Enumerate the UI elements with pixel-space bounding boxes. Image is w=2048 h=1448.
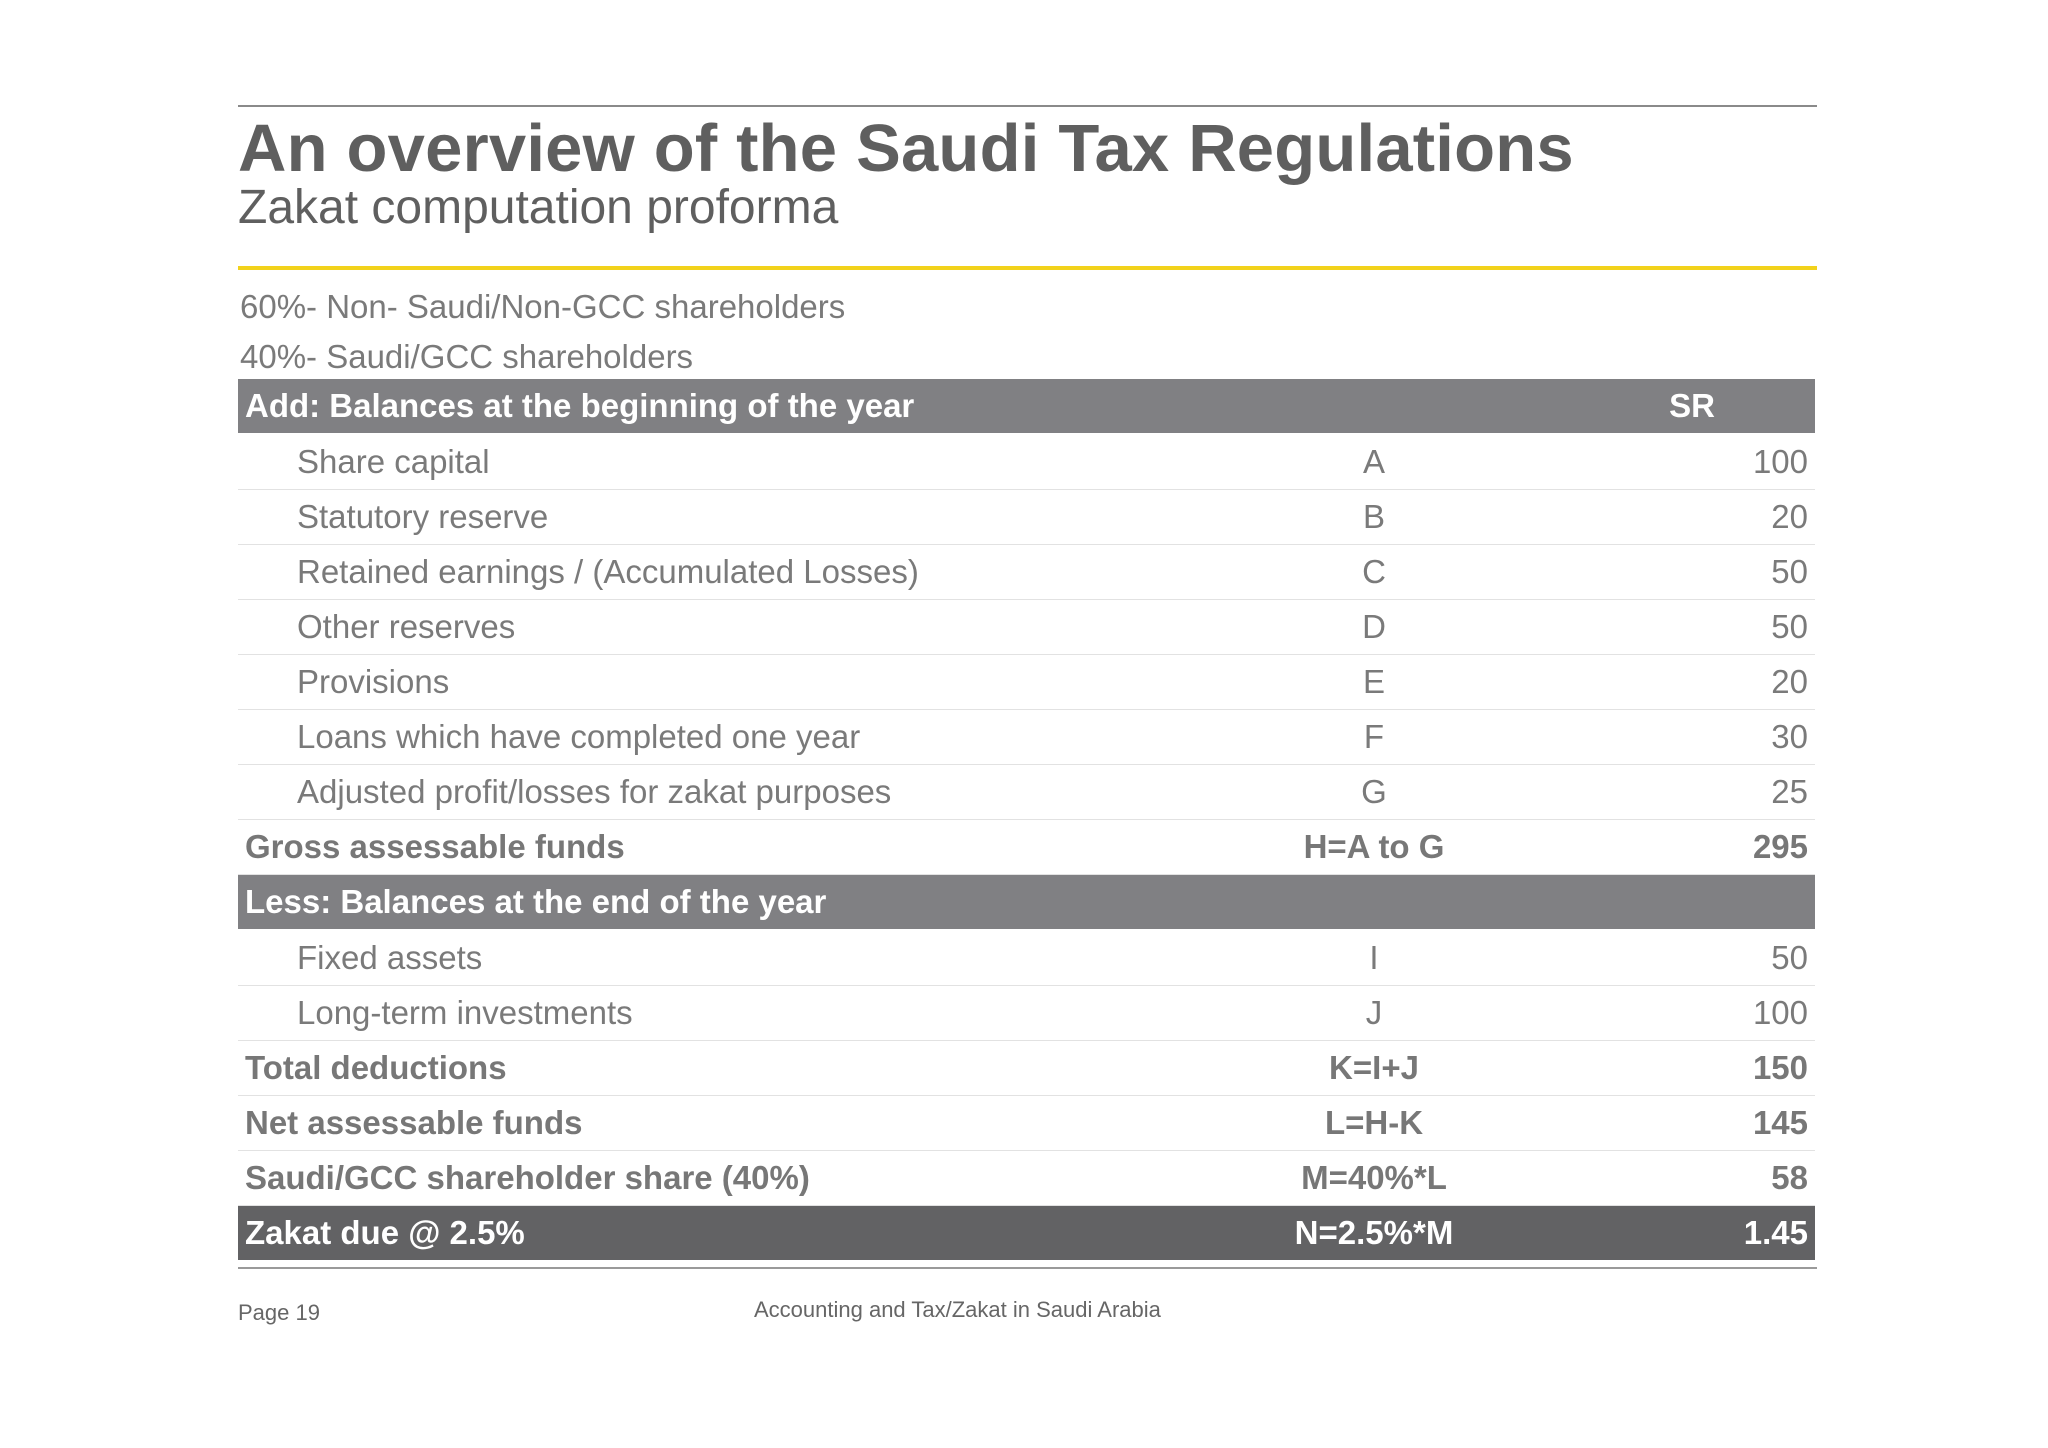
section-header-add <box>238 379 1815 434</box>
zakat-computation-table <box>238 379 1815 1260</box>
row-label: Total deductions <box>238 1041 1248 1096</box>
row-ref: D <box>1248 600 1500 655</box>
shareholder-share-row <box>238 1151 1815 1206</box>
zakat-due-row <box>238 1206 1815 1261</box>
row-value: 50 <box>1500 545 1815 600</box>
row-ref: E <box>1248 655 1500 710</box>
section-header-less <box>238 875 1815 931</box>
row-value: 20 <box>1500 490 1815 545</box>
page-number: Page 19 <box>238 1300 320 1325</box>
row-label: Other reserves <box>238 600 1248 655</box>
row-label: Gross assessable funds <box>238 820 1248 875</box>
currency-label: SR <box>1248 379 1815 434</box>
row-label: Provisions <box>238 655 1248 710</box>
row-label: Long-term investments <box>238 986 1248 1041</box>
row-value: 145 <box>1500 1096 1815 1151</box>
row-value: 1.45 <box>1500 1206 1815 1261</box>
row-ref: M=40%*L <box>1248 1151 1500 1206</box>
net-assessable-funds-row <box>238 1096 1815 1151</box>
row-label: Net assessable funds <box>238 1096 1248 1151</box>
row-ref: I <box>1248 930 1500 986</box>
row-value: 58 <box>1500 1151 1815 1206</box>
table-row <box>238 655 1815 710</box>
table-row <box>238 545 1815 600</box>
page-subtitle: Zakat computation proforma <box>238 181 839 234</box>
table-row <box>238 434 1815 490</box>
row-ref: A <box>1248 434 1500 490</box>
row-label: Share capital <box>238 434 1248 490</box>
table-row <box>238 765 1815 820</box>
page-title: An overview of the Saudi Tax Regulations <box>238 111 1574 186</box>
top-rule <box>238 105 1817 107</box>
row-label: Adjusted profit/losses for zakat purposes <box>238 765 1248 820</box>
row-label: Saudi/GCC shareholder share (40%) <box>238 1151 1248 1206</box>
shareholder-note-non-saudi: 60%- Non- Saudi/Non-GCC shareholders <box>240 288 846 325</box>
row-label: Retained earnings / (Accumulated Losses) <box>238 545 1248 600</box>
row-ref: L=H-K <box>1248 1096 1500 1151</box>
table-row <box>238 710 1815 765</box>
row-value: 295 <box>1500 820 1815 875</box>
table-row <box>238 600 1815 655</box>
table-row <box>238 490 1815 545</box>
row-value: 50 <box>1500 930 1815 986</box>
row-value: 25 <box>1500 765 1815 820</box>
shareholder-note-saudi: 40%- Saudi/GCC shareholders <box>240 338 694 375</box>
accent-rule <box>238 266 1817 270</box>
total-deductions-row <box>238 1041 1815 1096</box>
table-row <box>238 986 1815 1041</box>
bottom-rule <box>238 1267 1817 1269</box>
row-ref: J <box>1248 986 1500 1041</box>
row-label: Loans which have completed one year <box>238 710 1248 765</box>
gross-assessable-funds-row <box>238 820 1815 875</box>
row-label: Fixed assets <box>238 930 1248 986</box>
row-ref: F <box>1248 710 1500 765</box>
row-value: 100 <box>1500 986 1815 1041</box>
row-label: Statutory reserve <box>238 490 1248 545</box>
row-value: 20 <box>1500 655 1815 710</box>
footer-text: Accounting and Tax/Zakat in Saudi Arabia <box>754 1297 1161 1322</box>
row-ref: K=I+J <box>1248 1041 1500 1096</box>
section-label: Less: Balances at the end of the year <box>238 875 1815 931</box>
row-label: Zakat due @ 2.5% <box>238 1206 1248 1261</box>
row-ref: B <box>1248 490 1500 545</box>
row-value: 100 <box>1500 434 1815 490</box>
row-ref: N=2.5%*M <box>1248 1206 1500 1261</box>
row-ref: C <box>1248 545 1500 600</box>
row-value: 30 <box>1500 710 1815 765</box>
row-ref: H=A to G <box>1248 820 1500 875</box>
row-value: 150 <box>1500 1041 1815 1096</box>
row-ref: G <box>1248 765 1500 820</box>
section-label: Add: Balances at the beginning of the year <box>238 379 1248 434</box>
row-value: 50 <box>1500 600 1815 655</box>
table-row <box>238 930 1815 986</box>
